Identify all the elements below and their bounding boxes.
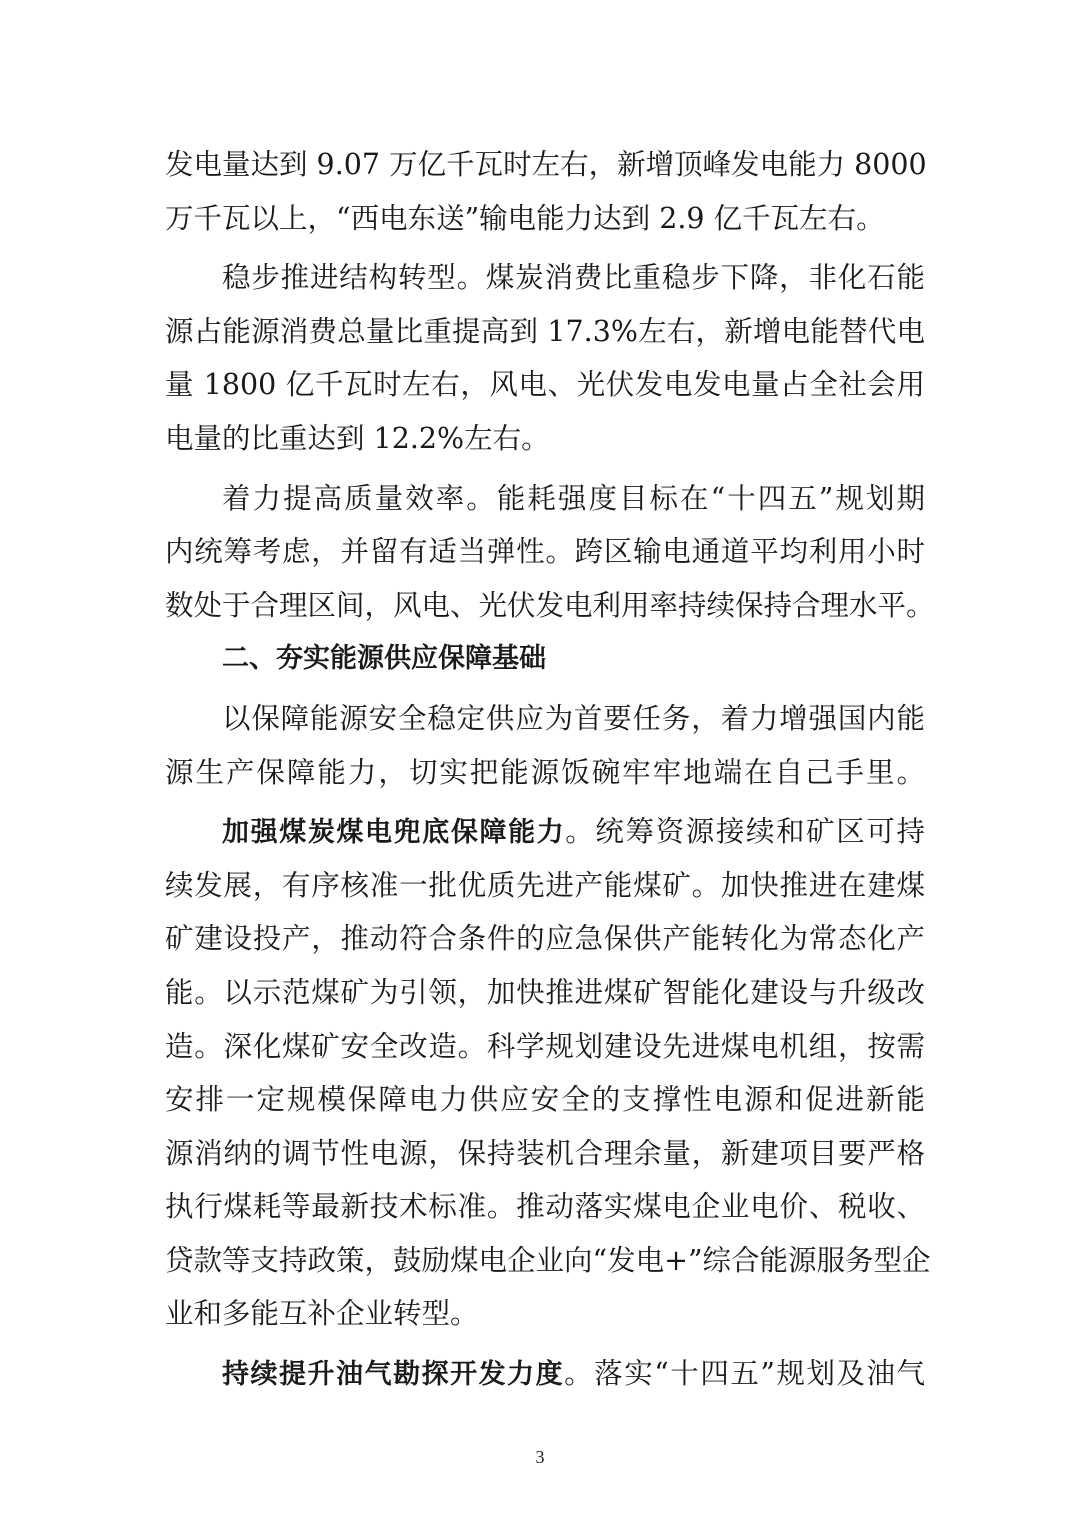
text-line: 安排一定规模保障电力供应安全的支撑性电源和促进新能	[165, 1083, 925, 1117]
text-line: 电量的比重达到 12.2%左右。	[165, 421, 550, 455]
section-heading: 二、夯实能源供应保障基础	[222, 643, 546, 675]
text-line: 业和多能互补企业转型。	[165, 1297, 479, 1331]
text-line	[165, 805, 925, 859]
text-line: 以保障能源安全稳定供应为首要任务，着力增强国内能	[222, 701, 925, 735]
page-number: 3	[535, 1447, 545, 1467]
text-line: 矿建设投产，推动符合条件的应急保供产能转化为常态化产	[165, 922, 925, 956]
text-line: 稳步推进结构转型。煤炭消费比重稳步下降，非化石能	[222, 261, 925, 295]
text-line: 贷款等支持政策，鼓励煤电企业向“发电+”综合能源服务型企	[165, 1243, 931, 1277]
bold-lead-phrase: 持续提升油气勘探开发力度	[222, 1359, 565, 1391]
text-line: 内统筹考虑，并留有适当弹性。跨区输电通道平均利用小时	[165, 535, 925, 569]
text-line	[165, 1347, 925, 1401]
text-line: 源消纳的调节性电源，保持装机合理余量，新建项目要严格	[165, 1136, 925, 1170]
body-text	[165, 138, 935, 1401]
text-line: 能。以示范煤矿为引领，加快推进煤矿智能化建设与升级改	[165, 975, 925, 1009]
text-line: 执行煤耗等最新技术标准。推动落实煤电企业电价、税收、	[165, 1190, 925, 1224]
bold-lead-phrase: 加强煤炭煤电兜底保障能力	[222, 817, 566, 849]
text-line: 万千瓦以上，“西电东送”输电能力达到 2.9 亿千瓦左右。	[165, 201, 885, 235]
text-line: 源生产保障能力，切实把能源饭碗牢牢地端在自己手里。	[165, 755, 925, 789]
text-line: 数处于合理区间，风电、光伏发电利用率持续保持合理水平。	[165, 588, 935, 622]
text-line: 着力提高质量效率。能耗强度目标在“十四五”规划期	[222, 481, 925, 515]
text-line: 造。深化煤矿安全改造。科学规划建设先进煤电机组，按需	[165, 1029, 925, 1063]
text-line: 发电量达到 9.07 万亿千瓦时左右，新增顶峰发电能力 8000	[165, 148, 927, 181]
lead-continuation: 。统筹资源接续和矿区可持	[565, 815, 925, 849]
lead-continuation: 。落实“十四五”规划及油气	[564, 1357, 925, 1391]
text-line: 源占能源消费总量比重提高到 17.3%左右，新增电能替代电	[165, 314, 925, 348]
text-line: 续发展，有序核准一批优质先进产能煤矿。加快推进在建煤	[165, 868, 925, 902]
text-line: 量 1800 亿千瓦时左右，风电、光伏发电发电量占全社会用	[165, 368, 925, 402]
